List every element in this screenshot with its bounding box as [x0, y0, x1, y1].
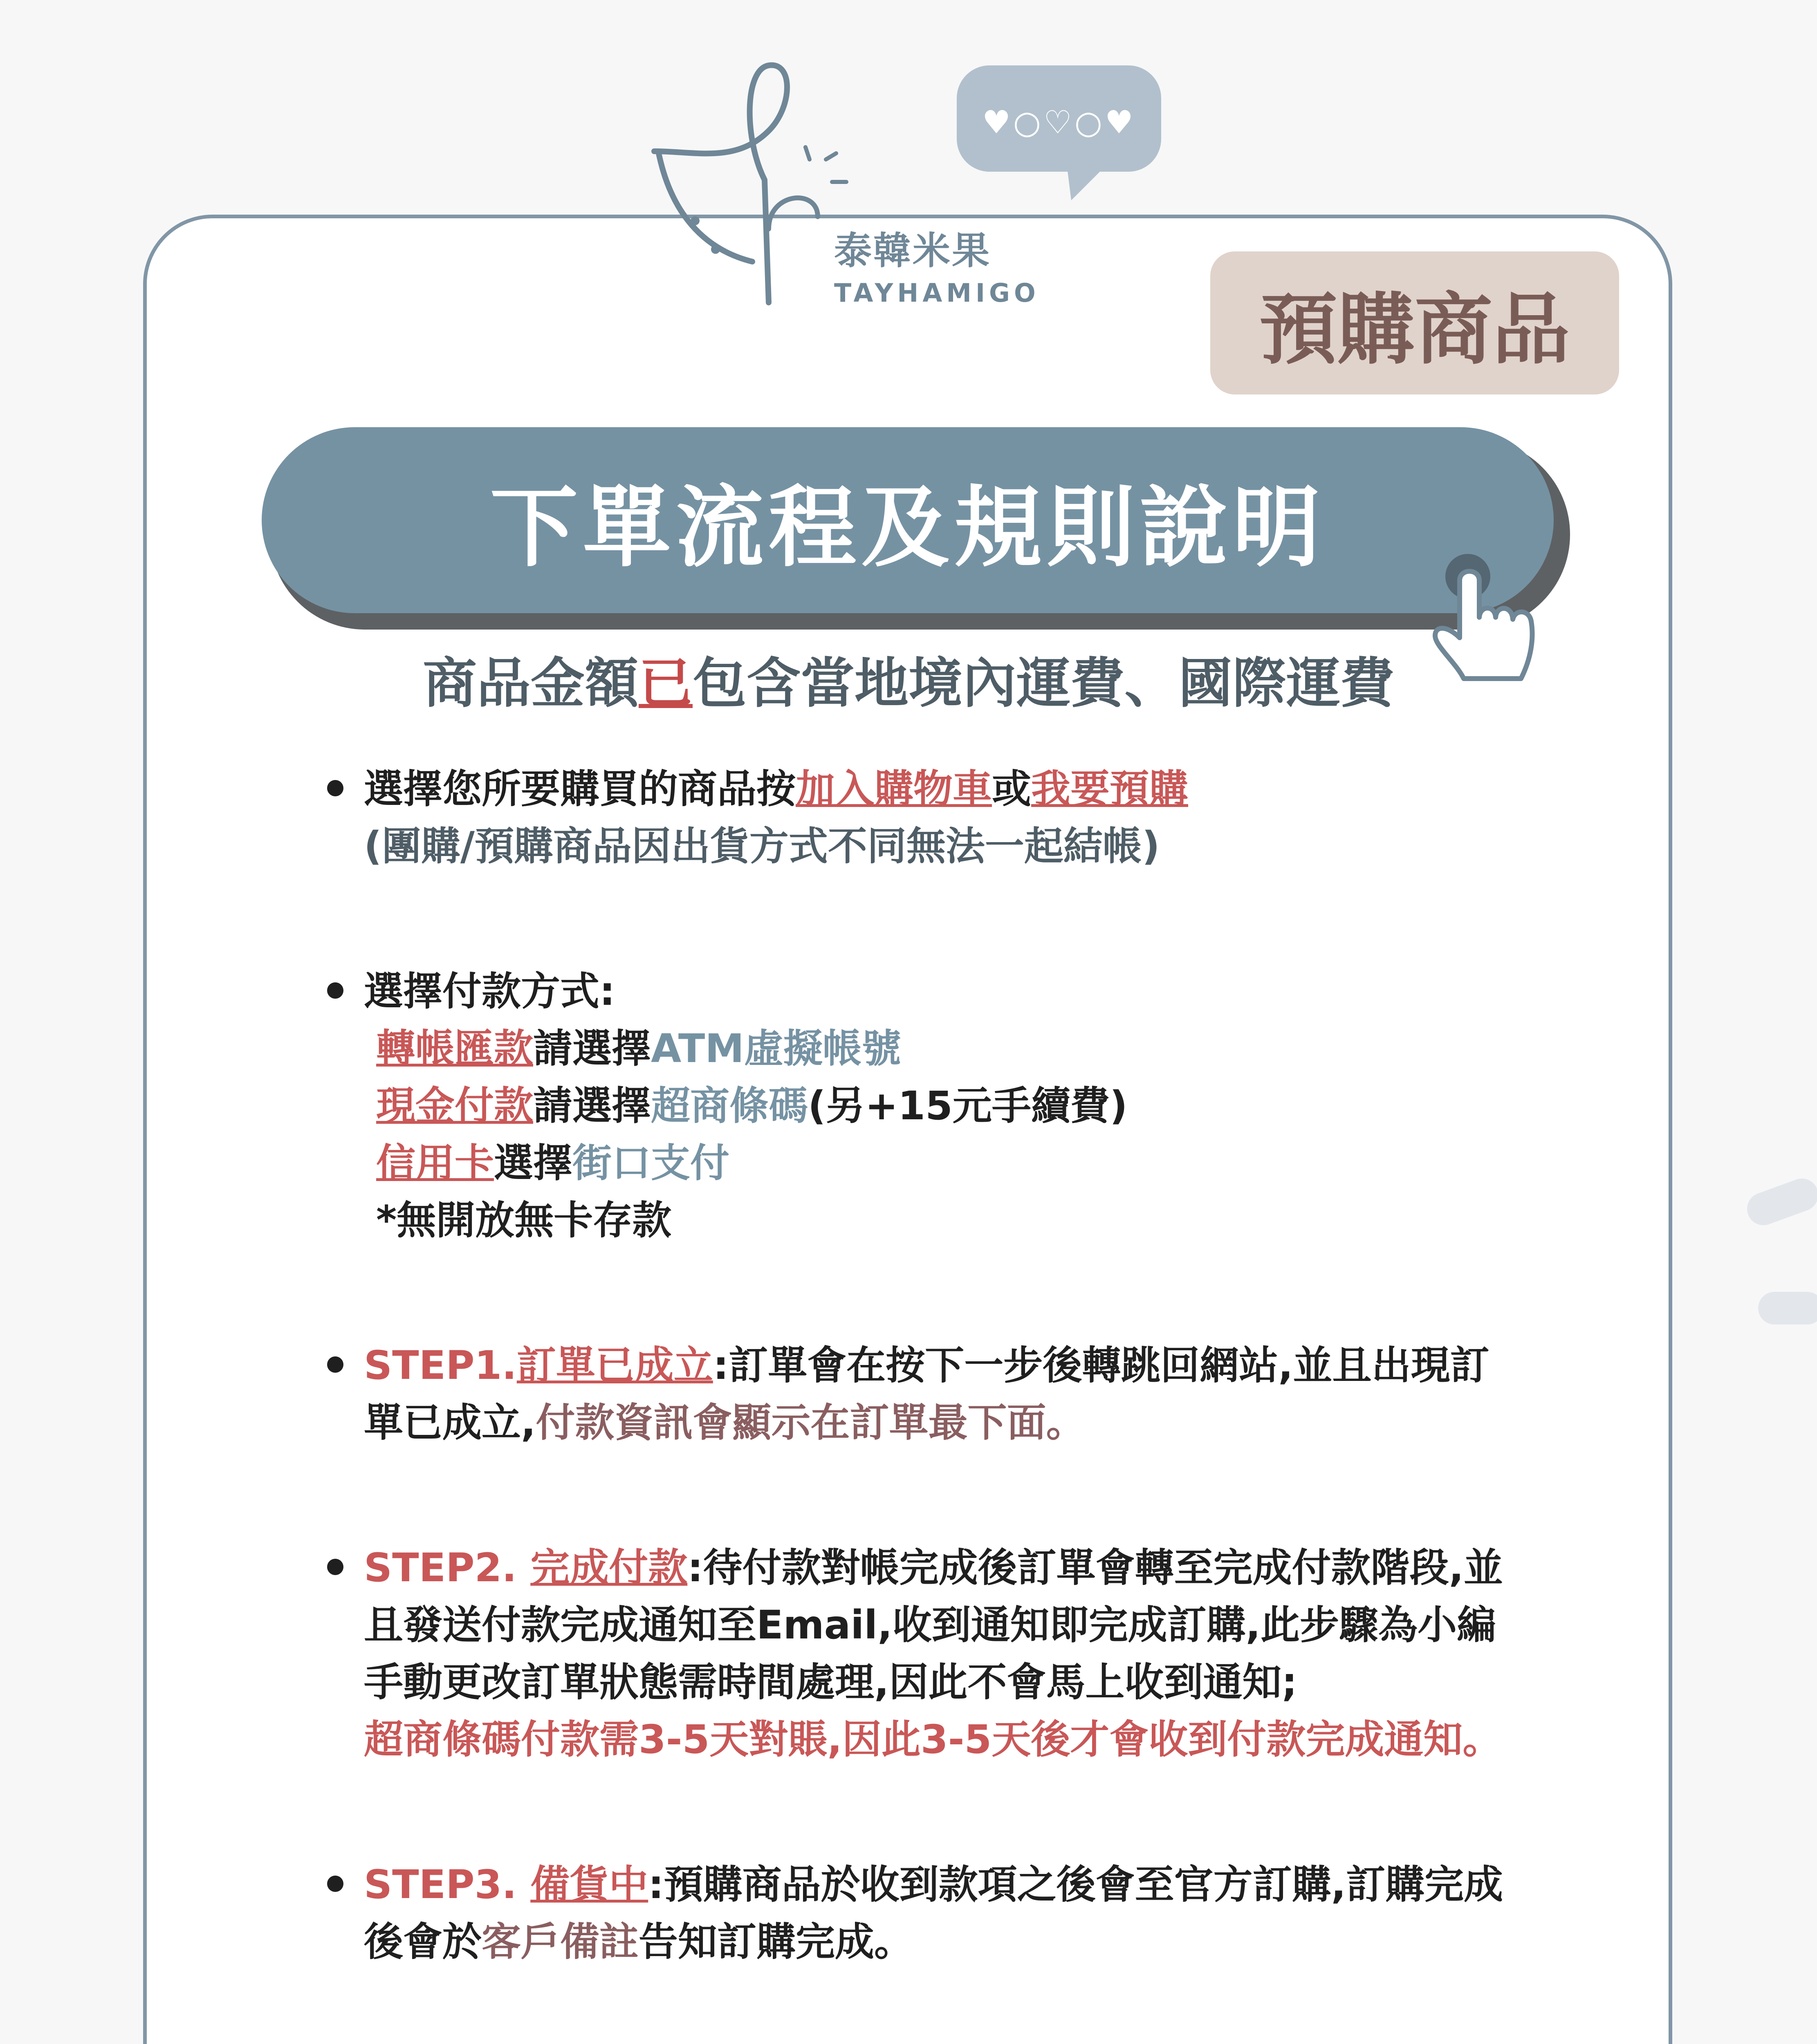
add-to-cart-link[interactable]: 加入購物車 [796, 766, 992, 812]
step-text: 後會於 [364, 1919, 482, 1965]
bullet-dot [327, 780, 343, 796]
list-item-step3 [327, 1856, 1595, 1970]
cardless-note: *無開放無卡存款 [376, 1197, 672, 1243]
list-item-select-product [327, 760, 1595, 875]
preorder-link[interactable]: 我要預購 [1031, 766, 1188, 812]
shipping-note [0, 640, 1817, 717]
step-name: 備貨中 [530, 1862, 648, 1907]
cash-payment-label: 現金付款 [376, 1083, 533, 1129]
step-highlight: 付款資訊會顯示在訂單最下面。 [536, 1400, 1086, 1446]
list-item-step1 [327, 1337, 1595, 1451]
bullet-dot [327, 1559, 343, 1575]
shipping-note-text-2: 包含當地境內運費、國際運費 [693, 652, 1394, 715]
bubble-hearts: ♥○♡○♥ [982, 104, 1136, 141]
text: 請選擇 [533, 1083, 651, 1129]
payment-heading: 選擇付款方式: [364, 968, 615, 1014]
step-text: :預購商品於收到款項之後會至官方訂購,訂購完成 [648, 1862, 1503, 1907]
rules-list [327, 760, 1595, 2044]
step-name: 訂單已成立 [516, 1342, 713, 1388]
bullet-dot [327, 1876, 343, 1892]
text: 選擇您所要購買的商品按 [364, 766, 796, 812]
bank-transfer-label: 轉帳匯款 [376, 1026, 533, 1071]
step-label: STEP3. [364, 1862, 531, 1907]
bullet-dot [327, 982, 343, 999]
text: 或 [992, 766, 1031, 812]
step-text: :待付款對帳完成後訂單會轉至完成付款階段,並 [687, 1545, 1503, 1591]
list-item-step2 [327, 1539, 1595, 1768]
step-text: 單已成立, [364, 1400, 536, 1446]
bullet-dot [327, 1356, 343, 1373]
step-highlight: 客戶備註 [482, 1919, 639, 1965]
credit-card-label: 信用卡 [376, 1140, 494, 1186]
atm-option: ATM虛擬帳號 [651, 1026, 901, 1071]
step-warning: 超商條碼付款需3-5天對賬,因此3-5天後才會收到付款完成通知。 [364, 1717, 1502, 1762]
shipping-note-highlight: 已 [639, 652, 693, 715]
preorder-badge: 預購商品 [1210, 251, 1619, 394]
step-text: :訂單會在按下一步後轉跳回網站,並且出現訂 [713, 1342, 1489, 1388]
step-text: 手動更改訂單狀態需時間處理,因此不會馬上收到通知; [364, 1659, 1297, 1705]
page-title: 下單流程及規則說明 [262, 427, 1554, 613]
jkopay-option: 街口支付 [572, 1140, 729, 1186]
shipping-note-text: 商品金額 [423, 652, 639, 715]
text: 請選擇 [533, 1026, 651, 1071]
step-label: STEP1. [364, 1342, 517, 1388]
list-item-payment [327, 963, 1595, 1249]
group-buy-note: (團購/預購商品因出貨方式不同無法一起結帳) [364, 823, 1160, 869]
step-text: 且發送付款完成通知至Email,收到通知即完成訂購,此步驟為小編 [364, 1602, 1496, 1648]
store-barcode-option: 超商條碼 [651, 1083, 808, 1129]
step-label: STEP2. [364, 1545, 531, 1591]
fee-note: (另+15元手續費) [808, 1083, 1128, 1129]
brand-name-cn: 泰韓米果 [834, 229, 991, 273]
step-text: 告知訂購完成。 [639, 1919, 913, 1965]
step-name: 完成付款 [530, 1545, 688, 1591]
text: 選擇 [494, 1140, 572, 1186]
brand-name-en: TAYHAMIGO [834, 278, 1040, 308]
